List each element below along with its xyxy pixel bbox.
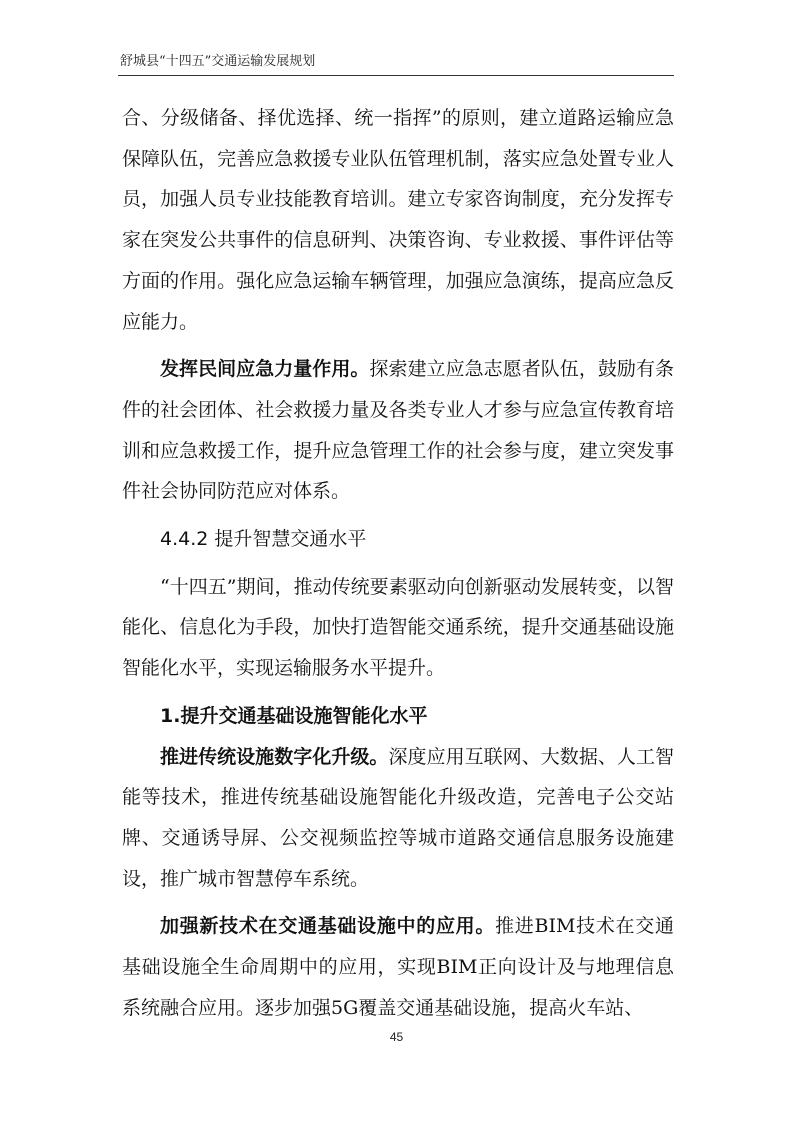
page-number: 45 <box>389 1030 404 1044</box>
paragraph-text: 推进BIM技术在交通基础设施全生命周期中的应用，实现BIM正向设计及与地理信息系统融合应用。逐步加强5G覆盖交通基础设施，提高火车站、 <box>122 915 674 1019</box>
paragraph-text: 深度应用互联网、大数据、人工智能等技术，推进传统基础设施智能化升级改造，完善电子公交站牌、交通诱导屏、公交视频监控等城市道路交通信息服务设施建设，推广城市智慧停车系统。 <box>122 745 674 890</box>
document-body <box>122 98 674 1028</box>
paragraph-civil-emergency <box>122 349 674 512</box>
paragraph-lead: 加强新技术在交通基础设施中的应用。 <box>160 915 496 938</box>
paragraph-continuation: 合、分级储备、择优选择、统一指挥”的原则，建立道路运输应急保障队伍，完善应急救援专业队伍管理机制，落实应急处置专业人员，加强人员专业技能教育培训。建立专家咨询制度，充分发挥专家在突发公共事件的信息研判、决策咨询、专业救援、事件评估等方面的作用。强化应急运输车辆管理，加强应急演练，提高应急反应能力。 <box>122 107 674 333</box>
paragraph-new-tech <box>122 906 674 1028</box>
paragraph-gap <box>122 512 674 519</box>
paragraph-gap <box>122 689 674 696</box>
paragraph-gap <box>122 899 674 906</box>
paragraph-gap <box>122 560 674 567</box>
paragraph-lead: 发挥民间应急力量作用。 <box>160 358 370 381</box>
header-rule <box>118 75 674 76</box>
paragraph-lead: 推进传统设施数字化升级。 <box>160 745 389 768</box>
paragraph-digital-upgrade <box>122 737 674 900</box>
section-heading: 4.4.2 提升智慧交通水平 <box>160 528 367 551</box>
paragraph-text: 探索建立应急志愿者队伍，鼓励有条件的社会团体、社会救援力量及各类专业人才参与应急宣传教育培训和应急救援工作，提升应急管理工作的社会参与度，建立突发事件社会协同防范应对体系。 <box>122 358 674 503</box>
paragraph-intro: “十四五”期间，推动传统要素驱动向创新驱动发展转变，以智能化、信息化为手段，加快打造智能交通系统，提升交通基础设施智能化水平，实现运输服务水平提升。 <box>122 575 674 680</box>
subsection-heading: 1.提升交通基础设施智能化水平 <box>160 704 428 727</box>
paragraph-gap <box>122 342 674 349</box>
running-header: 舒城县“十四五”交通运输发展规划 <box>120 54 316 69</box>
